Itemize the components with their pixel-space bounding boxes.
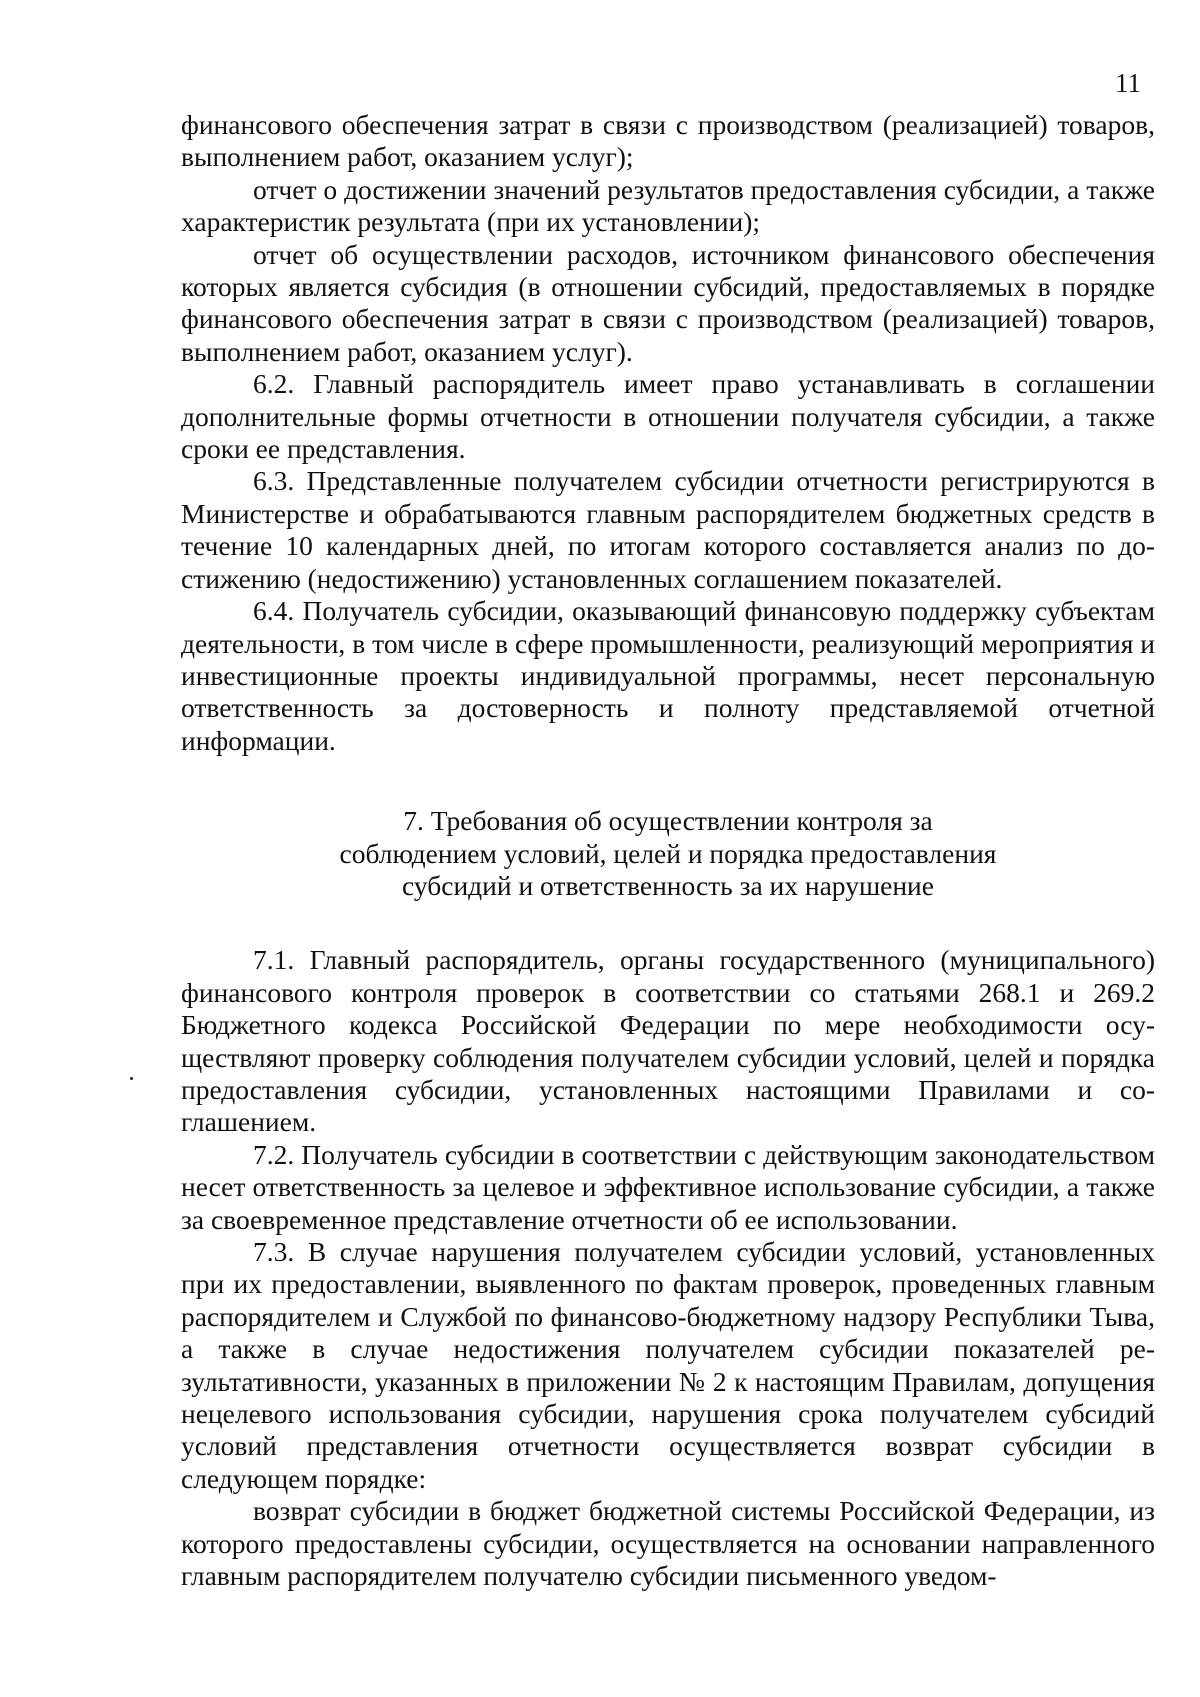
page-number: 11 (1115, 68, 1141, 98)
paragraph-refund-procedure: возврат субсидии в бюджет бюджетной системы Российской Федерации, из которого предоставлены субсидии, осуществляется на основании направленного главным распорядителем получателю субсидии письменного уведом- (181, 1495, 1155, 1592)
paragraph-6-4: 6.4. Получатель субсидии, оказывающий финансовую поддержку субъектам деятельности, в том числе в сфере промышленности, реализующий мероприятия и инвестиционные проекты индивидуальной программы, несет персональную ответственность за достоверность и полноту представляемой отчетной информации. (181, 595, 1155, 756)
section-7-heading (181, 805, 1155, 902)
paragraph-7-2: 7.2. Получатель субсидии в соответствии с действующим законодательством несет ответственность за целевое и эффективное использование субсидии, а также за своевременное представление отчетности об ее использовании. (181, 1138, 1155, 1235)
document-body (181, 109, 1155, 1592)
section-7-heading-line-2: соблюдением условий, целей и порядка предоставления (339, 837, 997, 869)
paragraph-report-expenses: отчет об осуществлении расходов, источником финансового обеспечения которых является субсидия (в отношении субсидий, предоставляемых в порядке финансового обеспечения затрат в связи с производством (реализацией) товаров, выполнением работ, оказанием услуг). (181, 238, 1155, 367)
paragraph-6-2: 6.2. Главный распорядитель имеет право устанавливать в соглашении дополнительные формы отчетности в отношении получателя субсидии, а также сроки ее представления. (181, 368, 1155, 465)
paragraph-report-results: отчет о достижении значений результатов предоставления субсидии, а также характеристик результата (при их установлении); (181, 173, 1155, 238)
paragraph-6-3: 6.3. Представленные получателем субсидии отчетности регистрируются в Министерстве и обрабатываются главным распорядителем бюджетных средств в течение 10 календарных дней, по итогам которого составляется анализ по достижению (недостижению) установленных соглашением показателей. (181, 465, 1155, 594)
section-7-heading-line-3: субсидий и ответственность за их нарушение (402, 869, 934, 901)
paragraph-continuation: финансового обеспечения затрат в связи с производством (реализацией) товаров, выполнением работ, оказанием услуг); (181, 109, 1155, 173)
scan-speck (130, 1077, 133, 1080)
section-7-heading-line-1: 7. Требования об осуществлении контроля за (403, 805, 933, 837)
paragraph-7-1: 7.1. Главный распорядитель, органы государственного (муниципального) финансового контроля проверок в соответствии со статьями 268.1 и 269.2 Бюджетного кодекса Российской Федерации по мере необходимости осуществляют проверку соблюдения получателем субсидии условий, целей и порядка предоставления субсидии, установленных настоящими Правилами и соглашением. (181, 944, 1155, 1138)
paragraph-7-3: 7.3. В случае нарушения получателем субсидии условий, установленных при их предоставлении, выявленного по фактам проверок, проведенных главным распорядителем и Службой по финансово-бюджетному надзору Республики Тыва, а также в случае недостижения получателем субсидии показателей результативности, указанных в приложении № 2 к настоящим Правилам, допущения нецелевого использования субсидии, нарушения срока получателем субсидий условий представления отчетности осуществляется возврат субсидии в следующем порядке: (181, 1236, 1155, 1494)
